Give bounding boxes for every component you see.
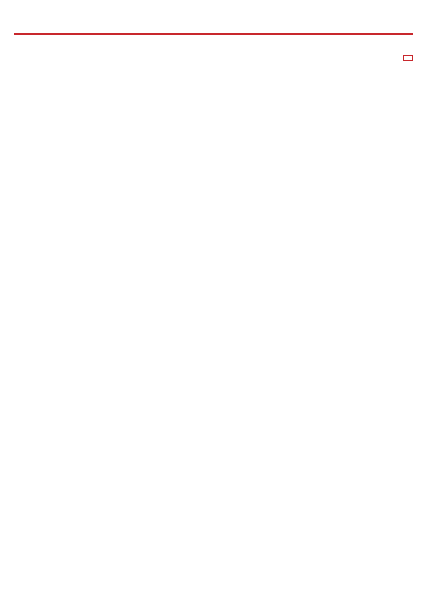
recommend-callout (403, 55, 413, 61)
column-left (14, 43, 140, 573)
page-header (14, 8, 413, 30)
column-right (287, 43, 413, 573)
column-middle (150, 43, 276, 573)
header-divider (14, 33, 413, 35)
text-columns (14, 43, 413, 573)
page-footer (14, 584, 413, 598)
